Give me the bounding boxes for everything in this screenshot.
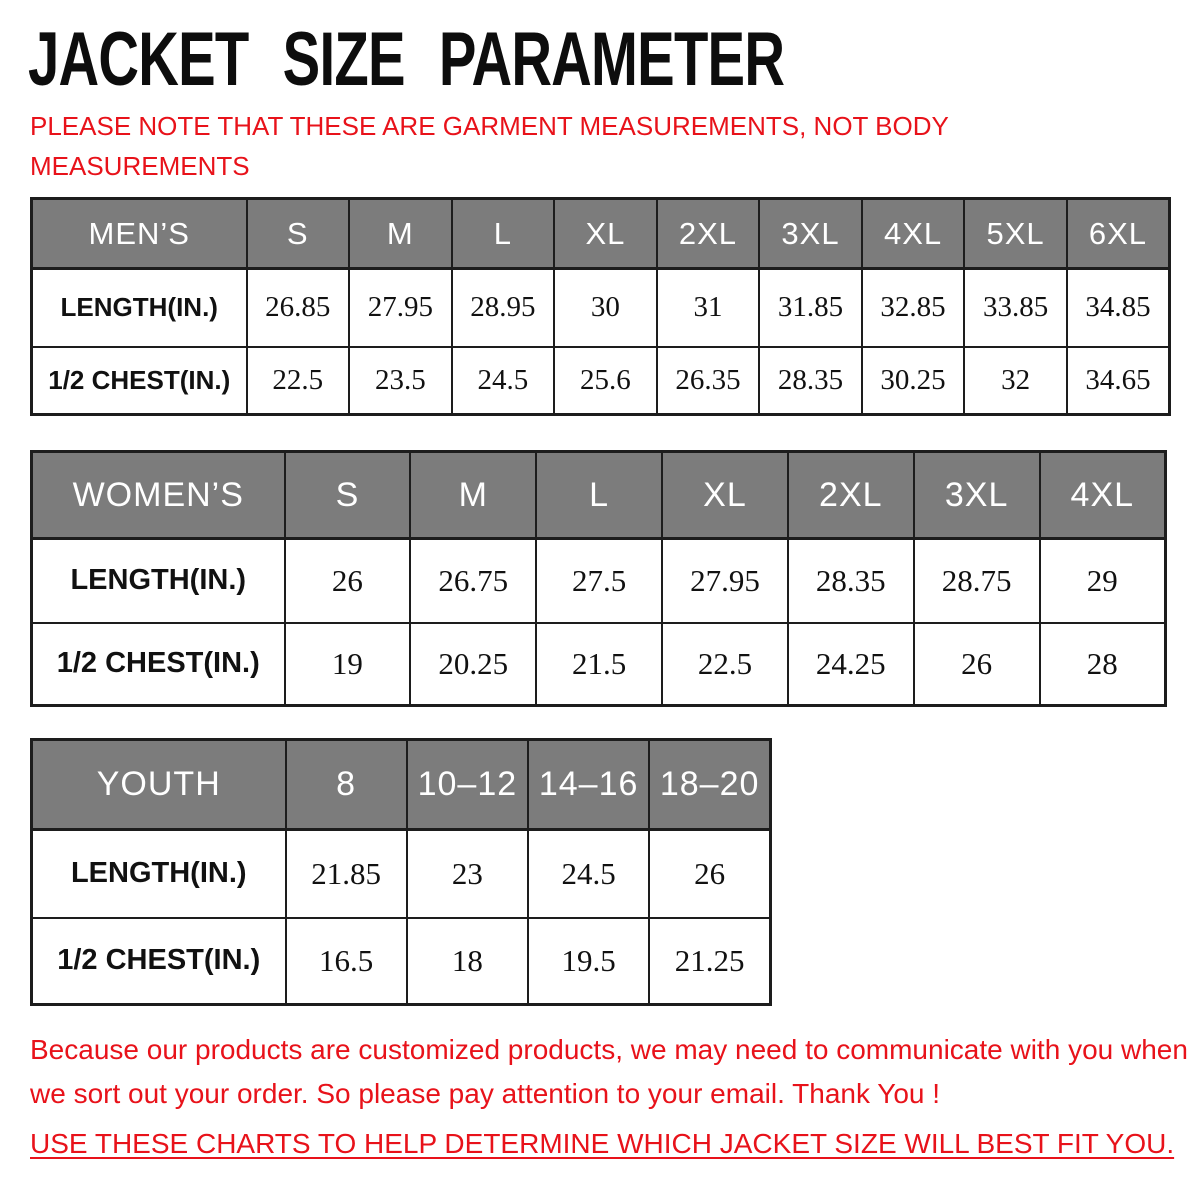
mens-size-table — [30, 197, 1171, 416]
size-value-cell: 25.6 — [554, 347, 657, 415]
size-column-header: 3XL — [914, 452, 1040, 539]
size-value-cell: 30 — [554, 269, 657, 347]
measurement-row-label: LENGTH(IN.) — [32, 830, 286, 918]
size-column-header: 10–12 — [407, 740, 528, 830]
measurement-row-label: 1/2 CHEST(IN.) — [32, 918, 286, 1005]
size-value-cell: 34.85 — [1067, 269, 1170, 347]
size-column-header: 6XL — [1067, 199, 1170, 269]
size-column-header: XL — [554, 199, 657, 269]
size-column-header: S — [247, 199, 350, 269]
table-title-cell: MEN’S — [32, 199, 247, 269]
size-column-header: M — [410, 452, 536, 539]
size-column-header: M — [349, 199, 452, 269]
measurement-row-label: 1/2 CHEST(IN.) — [32, 347, 247, 415]
table-title-cell: WOMEN’S — [32, 452, 285, 539]
size-value-cell: 16.5 — [286, 918, 407, 1005]
size-value-cell: 18 — [407, 918, 528, 1005]
size-value-cell: 23 — [407, 830, 528, 918]
size-value-cell: 26.35 — [657, 347, 760, 415]
size-value-cell: 28.95 — [452, 269, 555, 347]
size-value-cell: 26.85 — [247, 269, 350, 347]
size-value-cell: 28.75 — [914, 539, 1040, 623]
size-value-cell: 29 — [1040, 539, 1166, 623]
size-value-cell: 22.5 — [662, 623, 788, 706]
size-column-header: 2XL — [657, 199, 760, 269]
size-value-cell: 30.25 — [862, 347, 965, 415]
size-value-cell: 27.95 — [349, 269, 452, 347]
size-value-cell: 33.85 — [964, 269, 1067, 347]
size-value-cell: 28.35 — [788, 539, 914, 623]
size-value-cell: 24.5 — [528, 830, 649, 918]
size-column-header: 4XL — [862, 199, 965, 269]
size-column-header: 8 — [286, 740, 407, 830]
size-value-cell: 26 — [914, 623, 1040, 706]
size-column-header: 2XL — [788, 452, 914, 539]
size-value-cell: 26 — [285, 539, 411, 623]
table-title-cell: YOUTH — [32, 740, 286, 830]
measurement-row-label: LENGTH(IN.) — [32, 269, 247, 347]
size-value-cell: 19 — [285, 623, 411, 706]
size-value-cell: 34.65 — [1067, 347, 1170, 415]
youth-size-table — [30, 738, 772, 1006]
size-value-cell: 19.5 — [528, 918, 649, 1005]
size-column-header: 18–20 — [649, 740, 770, 830]
size-column-header: L — [452, 199, 555, 269]
size-value-cell: 28 — [1040, 623, 1166, 706]
page-title: JACKET SIZE PARAMETER — [28, 17, 785, 102]
size-value-cell: 24.5 — [452, 347, 555, 415]
size-value-cell: 24.25 — [788, 623, 914, 706]
size-value-cell: 32 — [964, 347, 1067, 415]
size-value-cell: 21.5 — [536, 623, 662, 706]
size-value-cell: 32.85 — [862, 269, 965, 347]
measurement-row-label: 1/2 CHEST(IN.) — [32, 623, 285, 706]
size-value-cell: 23.5 — [349, 347, 452, 415]
size-value-cell: 27.95 — [662, 539, 788, 623]
size-column-header: 14–16 — [528, 740, 649, 830]
size-column-header: L — [536, 452, 662, 539]
size-column-header: 4XL — [1040, 452, 1166, 539]
size-column-header: XL — [662, 452, 788, 539]
chart-usage-instruction: USE THESE CHARTS TO HELP DETERMINE WHICH JACKET SIZE WILL BEST FIT YOU. — [30, 1128, 1175, 1159]
size-value-cell: 20.25 — [410, 623, 536, 706]
size-value-cell: 26.75 — [410, 539, 536, 623]
size-column-header: 5XL — [964, 199, 1067, 269]
size-value-cell: 21.25 — [649, 918, 770, 1005]
measurement-row-label: LENGTH(IN.) — [32, 539, 285, 623]
size-column-header: S — [285, 452, 411, 539]
size-value-cell: 28.35 — [759, 347, 862, 415]
size-value-cell: 21.85 — [286, 830, 407, 918]
size-value-cell: 31.85 — [759, 269, 862, 347]
size-column-header: 3XL — [759, 199, 862, 269]
garment-measurement-note: PLEASE NOTE THAT THESE ARE GARMENT MEASUREMENTS, NOT BODY MEASUREMENTS — [30, 111, 949, 181]
size-value-cell: 27.5 — [536, 539, 662, 623]
size-value-cell: 22.5 — [247, 347, 350, 415]
womens-size-table — [30, 450, 1167, 707]
size-value-cell: 31 — [657, 269, 760, 347]
customization-footer-note: Because our products are customized products, we may need to communicate with you when we sort out your order. So please pay attention to your email. Thank You ! — [30, 1034, 1188, 1109]
size-value-cell: 26 — [649, 830, 770, 918]
